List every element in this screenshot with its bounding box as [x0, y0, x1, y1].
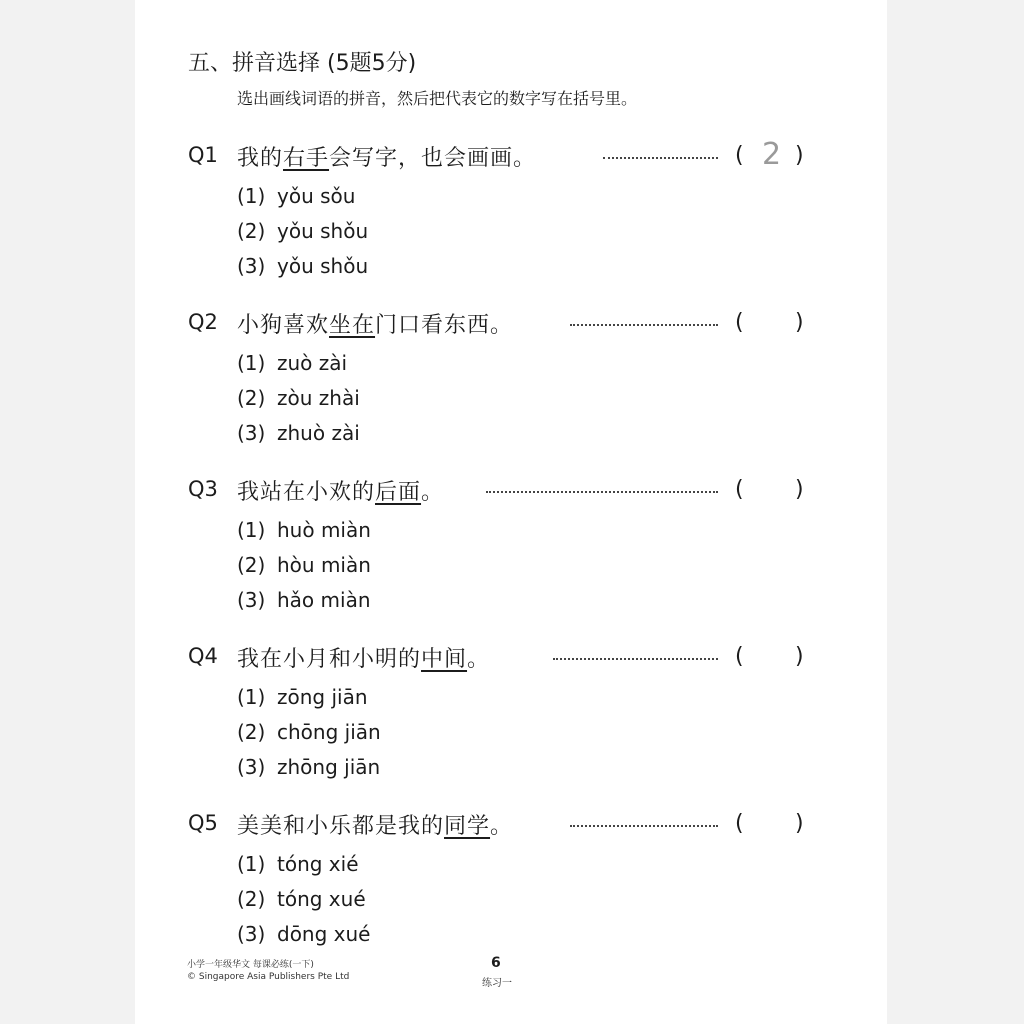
question-sentence: 我在小月和小明的中间。	[237, 647, 491, 672]
question-2	[0, 310, 1024, 450]
answer-paren-close: )	[795, 644, 804, 669]
option-item: (2) hòu miàn	[237, 553, 371, 577]
option-item: (2) yǒu shǒu	[237, 219, 369, 243]
question-number: Q5	[188, 811, 218, 835]
answer-paren-open: (	[735, 310, 744, 335]
option-item: (1) huò miàn	[237, 518, 371, 542]
question-number: Q3	[188, 477, 218, 501]
question-number: Q2	[188, 310, 218, 334]
book-title: 小学一年级华文 每课必练(一下)	[187, 960, 314, 970]
page-number: 6	[491, 955, 501, 971]
question-4	[0, 644, 1024, 784]
answer-paren-close: )	[795, 811, 804, 836]
option-list	[237, 847, 370, 952]
question-5	[0, 811, 1024, 951]
option-item: (2) tóng xué	[237, 887, 366, 911]
option-item: (1) zuò zài	[237, 351, 348, 375]
dotted-leader	[603, 143, 718, 159]
underlined-word: 坐在	[329, 313, 376, 338]
option-list	[237, 346, 360, 451]
dotted-leader	[486, 477, 718, 493]
option-list	[237, 179, 368, 284]
option-list	[237, 680, 381, 785]
option-item: (2) zòu zhài	[237, 386, 360, 410]
option-item: (3) dōng xué	[237, 922, 371, 946]
copyright: © Singapore Asia Publishers Pte Ltd	[187, 972, 350, 982]
answer-paren-open: (	[735, 143, 744, 168]
question-number: Q1	[188, 143, 218, 167]
underlined-word: 右手	[283, 146, 330, 171]
option-item: (3) zhōng jiān	[237, 755, 381, 779]
option-item: (3) hǎo miàn	[237, 588, 371, 612]
answer-paren-open: (	[735, 644, 744, 669]
answer-paren-close: )	[795, 143, 804, 168]
question-sentence: 美美和小乐都是我的同学。	[237, 814, 514, 839]
dotted-leader	[570, 310, 718, 326]
answer-paren-open: (	[735, 477, 744, 502]
footer-credits	[187, 959, 349, 983]
option-item: (3) yǒu shǒu	[237, 254, 369, 278]
underlined-word: 中间	[421, 647, 468, 672]
underlined-word: 后面	[375, 480, 422, 505]
section-instruction: 选出画线词语的拼音，然后把代表它的数字写在括号里。	[237, 89, 638, 108]
option-item: (2) chōng jiān	[237, 720, 381, 744]
exercise-label: 练习一	[482, 978, 512, 989]
answer-paren-close: )	[795, 310, 804, 335]
option-item: (1) tóng xié	[237, 852, 359, 876]
underlined-word: 同学	[444, 814, 491, 839]
option-list	[237, 513, 371, 618]
question-3	[0, 477, 1024, 617]
option-item: (3) zhuò zài	[237, 421, 360, 445]
answer-paren-open: (	[735, 811, 744, 836]
option-item: (1) yǒu sǒu	[237, 184, 356, 208]
option-item: (1) zōng jiān	[237, 685, 368, 709]
question-1	[0, 137, 1024, 283]
answer-paren-close: )	[795, 477, 804, 502]
question-sentence: 我站在小欢的后面。	[237, 480, 445, 505]
dotted-leader	[570, 811, 718, 827]
answer-blank[interactable]: 2	[762, 137, 782, 172]
question-sentence: 小狗喜欢坐在门口看东西。	[237, 313, 514, 338]
dotted-leader	[553, 644, 718, 660]
question-sentence: 我的右手会写字，也会画画。	[237, 146, 537, 171]
section-title: 五、拼音选择 (5题5分)	[188, 51, 417, 76]
question-number: Q4	[188, 644, 218, 668]
